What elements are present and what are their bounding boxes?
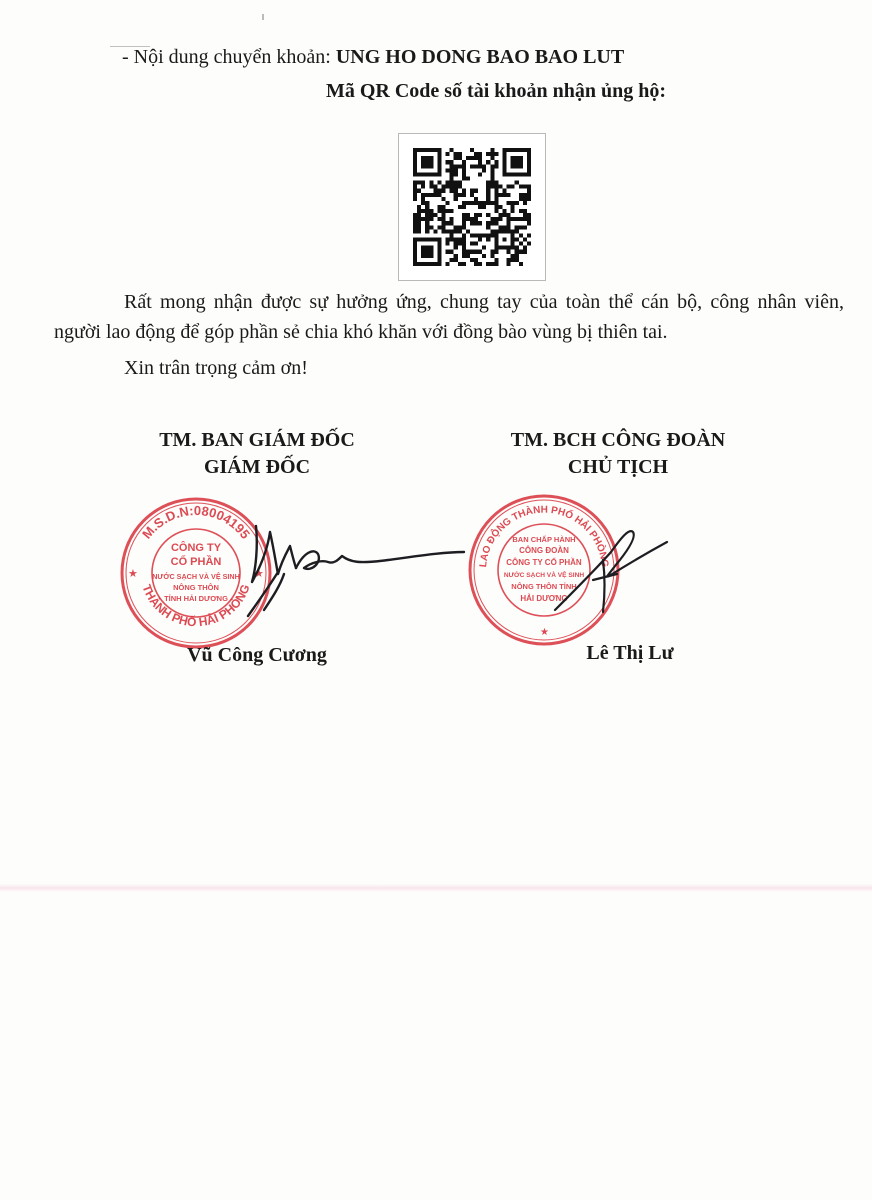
scan-artifact-band	[0, 884, 872, 892]
union-signature-icon	[545, 520, 695, 620]
director-title-line: GIÁM ĐỐC	[203, 456, 311, 478]
director-org-line: TM. BAN GIÁM ĐỐC	[159, 429, 355, 451]
star-icon: ★	[540, 627, 549, 638]
transfer-content-line	[122, 46, 624, 69]
seal-right-line: CÔNG TY CỔ PHẦN	[506, 558, 582, 567]
qr-code	[398, 133, 546, 281]
qr-title-text: Mã QR Code số tài khoản nhận ủng hộ:	[325, 80, 667, 102]
star-icon: ★	[128, 568, 138, 580]
seal-right-ring: LAO ĐỘNG THÀNH PHỐ HẢI PHÒNG	[478, 504, 610, 568]
star-icon: ★	[254, 568, 264, 580]
svg-text:M.S.D.N:08004195	[139, 503, 253, 542]
qr-title	[0, 80, 872, 103]
seal-left-line: CỔ PHẦN	[170, 556, 222, 568]
seal-left-ring-bottom: THÀNH PHỐ HẢI PHÒNG	[139, 582, 253, 630]
director-signature-icon	[238, 516, 468, 626]
transfer-label: - Nội dung chuyển khoản:	[122, 46, 336, 68]
union-title-line: CHỦ TỊCH	[567, 456, 669, 478]
seal-left-ring-top: M.S.D.N:08004195	[139, 502, 254, 542]
seal-right-line: CÔNG ĐOÀN	[519, 546, 569, 555]
union-chair-name: Lê Thị Lư	[586, 642, 674, 664]
qr-code-icon	[413, 148, 531, 266]
director-name: Vũ Công Cương	[187, 644, 327, 666]
seal-left-line: TỈNH HẢI DƯƠNG	[164, 594, 228, 603]
seal-right-line: HẢI DƯƠNG	[520, 594, 568, 603]
seal-left-line: CÔNG TY	[170, 542, 222, 554]
scan-artifact	[262, 14, 264, 20]
seal-left-line: NƯỚC SẠCH VÀ VỆ SINH	[152, 572, 240, 581]
appeal-paragraph: Rất mong nhận được sự hưởng ứng, chung tay của toàn thể cán bộ, công nhân viên, người lao động để góp phần sẻ chia khó khăn với đồng bào vùng bị thiên tai.	[54, 291, 844, 343]
signature-block-union	[468, 427, 768, 481]
thanks-line: Xin trân trọng cảm ơn!	[124, 357, 308, 379]
union-org-line: TM. BCH CÔNG ĐOÀN	[510, 429, 726, 451]
transfer-value: UNG HO DONG BAO BAO LUT	[335, 46, 625, 68]
seal-right-line: BAN CHẤP HÀNH	[512, 535, 576, 544]
signature-block-director	[112, 427, 402, 481]
seal-right-line: NƯỚC SẠCH VÀ VỆ SINH	[503, 572, 585, 579]
seal-right-line: NÔNG THÔN TỈNH	[511, 582, 577, 591]
seal-left-line: NÔNG THÔN	[173, 583, 219, 592]
